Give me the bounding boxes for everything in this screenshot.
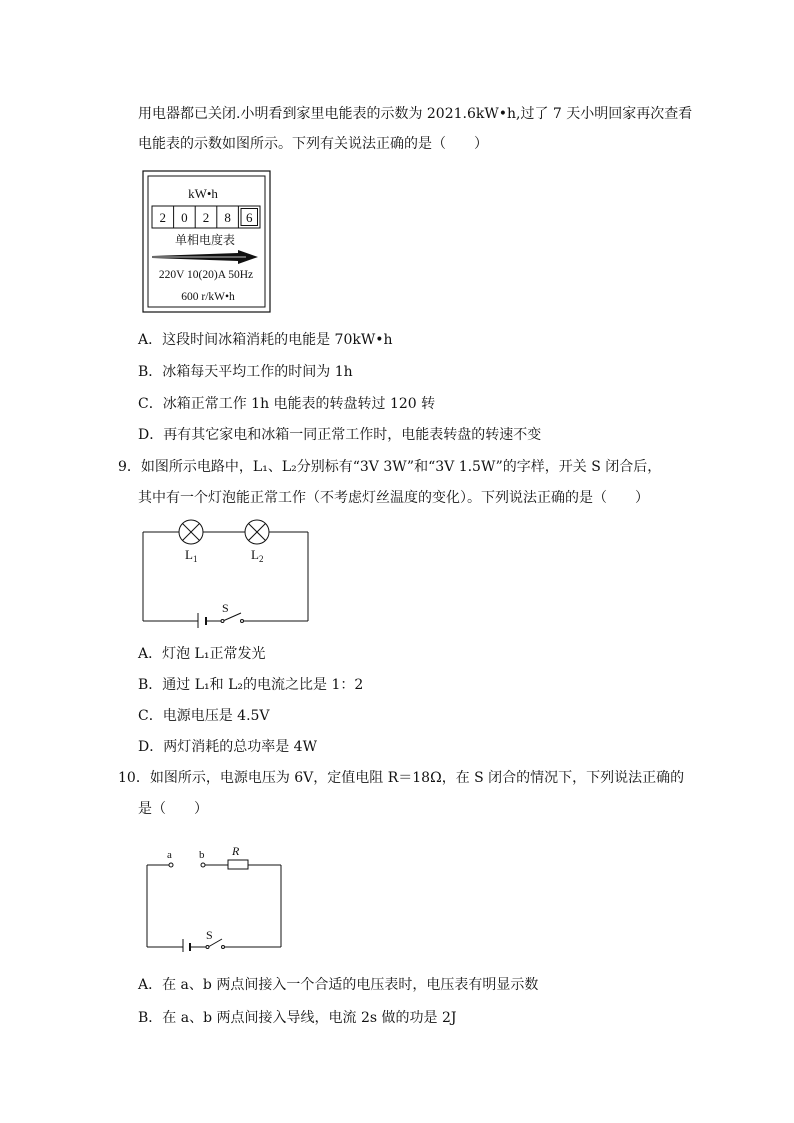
meter-name: 单相电度表 [174,233,236,247]
meter-digit-4: 8 [224,210,231,225]
q10-circuit-diagram [142,840,287,952]
lamp-l1-icon [179,520,203,544]
meter-digit-5: 6 [245,210,253,225]
battery-icon [198,613,206,628]
q9-option-a: A．灯泡 L₁正常发光 [138,646,266,662]
q9-option-b: B．通过 L₁和 L₂的电流之比是 1：2 [138,677,364,693]
q10-label-r: R [232,844,240,858]
q9-stem-line2: 其中有一个灯泡能正常工作（不考虑灯丝温度的变化）。下列说法正确的是（ ） [138,490,649,506]
q8-stem-line2: 电能表的示数如图所示。下列有关说法正确的是（ ） [138,136,488,152]
lamp-l2-icon [245,520,269,544]
q10-label-a: a [167,849,172,861]
q9-label-l1-sub: 1 [192,554,198,564]
energy-meter-figure [142,170,272,314]
q8-option-a: A．这段时间冰箱消耗的电能是 70kW•h [138,332,393,348]
meter-rev: 600 r/kW•h [181,291,235,303]
q8-stem-line1: 用电器都已关闭.小明看到家里电能表的示数为 2021.6kW•h,过了 7 天小明回家再次查看 [138,106,693,122]
meter-digit-3: 2 [202,210,210,225]
meter-digit-1: 2 [159,210,167,225]
q10-stem-line2: 是（ ） [138,801,208,817]
battery-icon [183,939,190,952]
meter-spec: 220V 10(20)A 50Hz [158,269,254,281]
q9-label-l2: L [251,547,259,562]
q8-option-b: B．冰箱每天平均工作的时间为 1h [138,364,353,380]
q10-stem-line1: 10．如图所示，电源电压为 6V，定值电阻 R＝18Ω，在 S 闭合的情况下，下列说法正确的 [118,770,685,786]
q10-label-switch: S [206,928,213,942]
terminal-a-icon [169,863,173,867]
q10-option-b: B．在 a、b 两点间接入导线，电流 2s 做的功是 2J [138,1010,457,1026]
meter-digit-2: 0 [181,210,188,225]
q9-option-d: D．两灯消耗的总功率是 4W [138,739,317,755]
terminal-b-icon [201,863,205,867]
q8-option-c: C．冰箱正常工作 1h 电能表的转盘转过 120 转 [138,396,436,412]
q9-label-l2-sub: 2 [258,554,264,564]
q9-stem-line1: 9．如图所示电路中，L₁、L₂分别标有“3V 3W”和“3V 1.5W”的字样，开关 S 闭合后， [118,459,662,475]
svg-text:L1 [185,547,197,564]
q10-option-a: A．在 a、b 两点间接入一个合适的电压表时，电压表有明显示数 [138,977,539,993]
resistor-icon [228,860,248,869]
meter-arrow-icon [152,250,258,264]
q9-label-l1: L [185,547,193,562]
q10-label-b: b [199,849,205,861]
q9-label-switch: S [222,601,229,615]
q9-circuit-diagram [138,518,313,628]
meter-unit: kW•h [188,186,218,201]
q8-option-d: D．再有其它家电和冰箱一同正常工作时，电能表转盘的转速不变 [138,427,542,443]
svg-text:L2 [251,547,263,564]
q9-option-c: C．电源电压是 4.5V [138,708,270,724]
